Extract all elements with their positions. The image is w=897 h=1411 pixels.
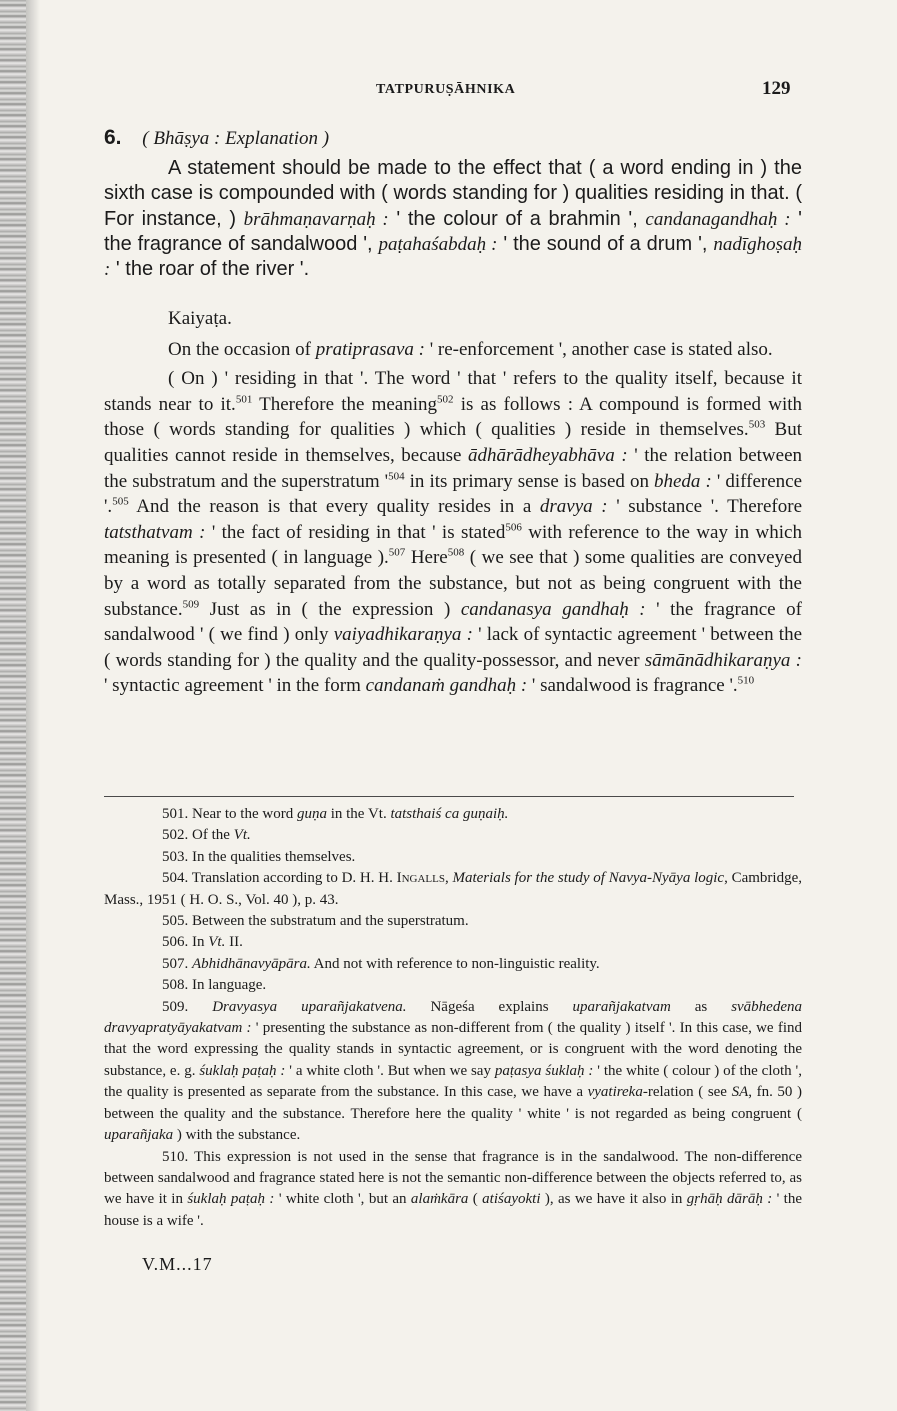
para-text: On the occasion of [168,338,316,360]
fn-text: in the Vt. [326,806,391,822]
fn-term: Abhidhānavyāpāra. [192,955,311,972]
footnote-ref[interactable]: 503 [748,419,766,432]
para-text: ' the fragrance of sandalwood ' ( we find ) only [104,598,802,646]
footnote-502 [104,825,802,846]
sanskrit-term: sāmānādhikaraṇya : [644,649,803,671]
footnote-ref[interactable]: 510 [737,674,755,687]
fn-author: Ingalls [396,870,445,887]
footnote-510 [104,1147,802,1233]
para-text: Therefore the meaning [252,393,438,415]
footnote-ref[interactable]: 509 [182,598,200,611]
footnote-number: 502. [162,827,189,844]
para-text: ' the relation between the substratum and the superstratum ' [104,444,802,492]
fn-term: uparañjakatvam [572,998,671,1015]
footnote-ref[interactable]: 502 [437,393,454,406]
para-text: ' re-enforcement ', another case is stated also. [424,338,773,360]
footnote-508 [104,975,802,996]
footnote-divider [104,796,794,797]
kaiyata-commentary [104,306,802,699]
para-text: ' syntactic agreement ' in the form [104,675,366,697]
footnote-number: 510. [162,1148,189,1165]
page-number: 129 [762,78,791,99]
bhasya-text: ' the sound of a drum ', [497,232,714,255]
footnote-number: 503. [162,848,189,865]
kaiyata-paragraph-1 [104,337,802,363]
footnote-ref[interactable]: 504 [388,470,405,483]
fn-text: , Cambridge, Mass., 1951 ( H. O. S., Vol. 40 ), p. 43. [104,870,802,908]
fn-text: Nāgeśa explains [406,998,573,1015]
fn-text: ' the white ( colour ) of the cloth ', the quality is presented as separate from the substance. In this case, we have a [104,1062,802,1101]
para-text: ' lack of syntactic agreement ' between the ( words standing for ) the quality and the quality-possessor, and never [104,624,803,671]
fn-term: tatsthaiś ca guṇaiḥ. [390,806,509,822]
fn-text: In language. [192,977,267,994]
bhasya-term: candanagandhaḥ : [645,208,791,230]
sanskrit-term: pratiprasava : [315,338,425,360]
fn-text: ' the house is a wife '. [104,1191,802,1229]
fn-text: ' a white cloth '. But when we say [285,1062,495,1079]
footnote-504 [104,868,802,911]
sanskrit-term: bheda : [654,470,712,492]
signature-mark: V.M...17 [142,1254,213,1274]
footnote-ref[interactable]: 505 [112,495,129,508]
scan-edge-shadow [26,0,40,1411]
fn-text: In [192,934,209,951]
fn-text: ), as we have it also in [540,1191,687,1208]
fn-text: , [444,870,453,887]
footnote-number: 504. [162,870,189,887]
para-text: with reference to the way in which meaning is presented ( in language ). [104,521,802,569]
fn-text: This expression is not used in the sense that fragrance is in the sandalwood. The non-difference between sandalwood and fragrance stated here is not the semantic non-difference between the objects referred to, as we have it in [104,1148,802,1208]
bhasya-text: ' the fragrance of sandalwood ', [104,207,802,255]
para-text: ( On ) ' residing in that '. The word ' that ' refers to the quality itself, because it stands near to it. [104,368,802,415]
bhasya-text: ' the colour of a brahmin ', [388,207,646,230]
fn-text: as [670,998,732,1015]
section-heading [104,126,804,150]
page-header [0,80,897,104]
para-text: And the reason is that every quality resides in a [128,496,540,518]
sanskrit-term: candanasya gandhaḥ : [460,598,646,620]
sanskrit-term: vaiyadhikaraṇya : [333,624,473,646]
bhasya-term: brāhmaṇavarṇaḥ : [243,208,389,230]
section-title: ( Bhāṣya : Explanation ) [142,128,330,149]
sanskrit-term: candanaṁ gandhaḥ : [365,675,528,697]
scan-edge [0,0,26,1411]
fn-term: uparañjaka [104,1127,174,1144]
footnote-ref[interactable]: 506 [505,521,522,534]
footnote-number: 509. [162,998,189,1015]
footnote-501 [104,804,802,825]
footnotes [104,804,802,1232]
running-head: TATPURUṢĀHNIKA [376,82,516,97]
fn-term: svābhedena dravyapratyāyakatvam : [104,998,802,1037]
fn-text: ' presenting the substance as non-different from ( the quality ) itself '. In this case, we find that the word expressing the quality stands in syntactic agreement, or is congruent with the word denoting the substance, e. g. [104,1020,802,1079]
fn-text: -relation ( see [642,1084,732,1101]
section-number: 6. [104,126,122,149]
footnote-number: 501. [162,806,189,822]
footnote-ref[interactable]: 508 [447,547,465,560]
footnote-number: 508. [162,977,189,994]
fn-term: śuklaḥ paṭaḥ : [187,1191,275,1208]
footnote-number: 506. [162,934,189,951]
bhasya-term: paṭahaśabdaḥ : [378,233,498,255]
footnote-ref[interactable]: 507 [388,547,406,560]
fn-term: paṭasya śuklaḥ : [494,1062,594,1079]
bhasya-text: A statement should be made to the effect that ( a word ending in ) the sixth case is compounded with ( words standing for ) qualities residing in that. ( For instance, ) [104,157,802,230]
para-text: But qualities cannot reside in themselves, because [104,419,803,466]
fn-term: Materials for the study of Navya-Nyāya logic [452,870,725,887]
fn-term: Vt. [208,934,226,951]
para-text: ' sandalwood is fragrance '. [527,675,738,697]
footnote-number: 507. [162,955,189,972]
footnote-number: 505. [162,913,189,930]
bhasya-paragraph [104,156,802,282]
footnote-509 [104,997,802,1147]
footnote-503 [104,847,802,868]
fn-term: gṛhāḥ dārāḥ : [686,1191,773,1208]
fn-text: II. [225,934,243,951]
sanskrit-term: tatsthatvam : [104,521,206,543]
bhasya-text: ' the roar of the river '. [110,258,310,281]
para-text: Just as in ( the expression ) [199,598,461,620]
fn-text: Translation according to D. H. H. [191,870,397,887]
fn-term: SA [731,1084,749,1101]
para-text: is as follows : A compound is formed with those ( words standing for qualities ) which ( qualities ) reside in themselves. [104,393,803,441]
fn-text: Of the [192,827,234,844]
fn-text: Between the substratum and the superstratum. [192,913,469,930]
para-text: ( we see that ) some qualities are conveyed by a word as totally separated from the substance, but not as being congruent with the substance. [104,547,802,620]
para-text: ' substance '. Therefore [607,496,803,518]
footnote-ref[interactable]: 501 [235,393,253,406]
fn-text: And not with reference to non-linguistic reality. [310,955,600,972]
para-text: Here [405,547,448,569]
fn-text: ' white cloth ', but an [274,1191,411,1208]
bhasya-term: nadīghoṣaḥ : [104,233,803,281]
para-text: ' the fact of residing in that ' is stated [205,521,506,543]
fn-term: alaṁkāra [410,1191,469,1208]
footnote-505 [104,911,802,932]
fn-term: Vt. [233,827,251,844]
fn-term: śuklaḥ paṭaḥ : [199,1062,286,1079]
para-text: ' difference '. [104,470,803,518]
fn-text: Near to the word [192,806,297,822]
fn-text: ( [468,1191,483,1208]
fn-term: Dravyasya uparañjakatvena. [212,998,407,1015]
fn-term: vyatireka [587,1084,643,1101]
footnote-507 [104,954,802,975]
fn-term: atiśayokti [482,1191,541,1208]
kaiyata-heading: Kaiyaṭa. [168,308,232,329]
fn-term: guṇa [296,806,327,822]
sanskrit-term: dravya : [539,496,608,518]
sanskrit-term: ādhārādheyabhāva : [468,444,628,466]
para-text: in its primary sense is based on [404,470,654,492]
fn-text: , fn. 50 ) between the quality and the substance. Therefore here the quality ' white ' is not regarded as being congruent ( [104,1084,802,1122]
footnote-506 [104,932,802,953]
fn-text: In the qualities themselves. [192,848,356,865]
fn-text: ) with the substance. [173,1127,301,1144]
kaiyata-paragraph-2 [104,366,802,699]
